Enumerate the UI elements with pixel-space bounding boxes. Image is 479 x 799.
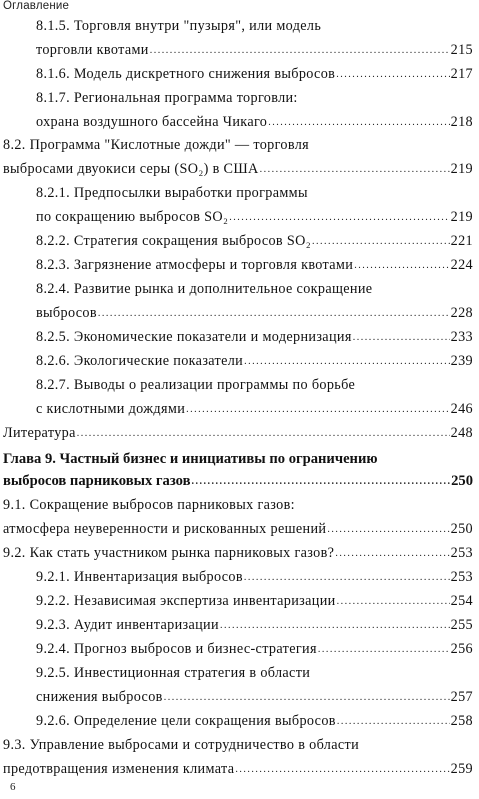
toc-entry-title: 9.3. Управление выбросами и сотрудничество в области	[3, 737, 360, 753]
toc-page-number: 224	[450, 257, 473, 273]
dot-leader	[354, 257, 449, 275]
toc-entry-title: охрана воздушного бассейна Чикаго	[36, 114, 268, 130]
dot-leader	[98, 305, 450, 323]
toc-entry[interactable]	[3, 544, 473, 564]
toc-page-number: 254	[450, 593, 473, 609]
toc-entry-title: 8.1.5. Торговля внутри "пузыря", или модель	[36, 18, 322, 34]
dot-leader	[244, 353, 450, 371]
toc-entry-title: 8.2.6. Экологические показатели	[36, 353, 244, 369]
toc-entry-continued	[36, 664, 310, 682]
dot-leader	[337, 713, 450, 731]
toc-entry-title: 9.2.4. Прогноз выбросов и бизнес-стратегия	[36, 641, 317, 657]
toc-entry[interactable]	[36, 616, 473, 636]
toc-entry-title: Литература	[3, 425, 76, 441]
toc-entry-title: 8.1.6. Модель дискретного снижения выбросов	[36, 66, 336, 82]
toc-entry-continued	[36, 89, 298, 107]
toc-page-number: 218	[450, 114, 473, 130]
dot-leader	[327, 521, 449, 539]
dot-leader	[312, 233, 450, 251]
toc-entry-title: по сокращению выбросов SO₂	[36, 209, 229, 225]
toc-entry[interactable]	[36, 113, 473, 133]
toc-page-number: 258	[450, 713, 473, 729]
dot-leader	[164, 689, 450, 707]
toc-entry-title: 8.2.1. Предпосылки выработки программы	[36, 185, 308, 201]
dot-leader	[337, 593, 450, 611]
toc-entry[interactable]	[3, 424, 473, 444]
toc-entry-title: 9.2.6. Определение цели сокращения выбросов	[36, 713, 336, 729]
toc-page-number: 259	[450, 761, 473, 777]
toc-entry-title: 9.2.3. Аудит инвентаризации	[36, 617, 219, 633]
toc-page-number: 233	[450, 329, 473, 345]
toc-entry[interactable]	[36, 208, 473, 228]
toc-entry[interactable]	[3, 520, 473, 540]
toc-entry-title: 8.2. Программа "Кислотные дожди" — торговля	[3, 137, 310, 153]
toc-entry-title: выбросами двуокиси серы (SO₂) в США	[3, 161, 259, 177]
toc-page-number: 248	[450, 425, 473, 441]
toc-page-number: 253	[450, 545, 473, 561]
toc-entry-title: 8.2.7. Выводы о реализации программы по борьбе	[36, 377, 356, 393]
toc-page-number: 256	[450, 641, 473, 657]
toc-entry-title: 8.2.4. Развитие рынка и дополнительное сокращение	[36, 281, 373, 297]
toc-entry-title: с кислотными дождями	[36, 401, 186, 417]
toc-entry-title: 9.2.2. Независимая экспертиза инвентаризации	[36, 593, 336, 609]
dot-leader	[229, 209, 449, 227]
toc-page-number: 250	[450, 521, 473, 537]
toc-page-number: 219	[450, 209, 473, 225]
toc-entry-title: 8.2.3. Загрязнение атмосферы и торговля квотами	[36, 257, 354, 273]
dot-leader	[260, 161, 450, 179]
toc-page-number: 246	[450, 401, 473, 417]
dot-leader	[220, 617, 450, 635]
dot-leader	[191, 473, 450, 491]
dot-leader	[353, 329, 450, 347]
dot-leader	[77, 425, 450, 443]
toc-entry-continued	[36, 17, 321, 35]
toc-entry[interactable]	[36, 304, 473, 324]
toc-entry-title: 9.2.5. Инвестиционная стратегия в области	[36, 665, 311, 681]
toc-page-number: 215	[450, 42, 473, 58]
toc-entry-continued	[36, 184, 308, 202]
toc-page-number: 239	[450, 353, 473, 369]
toc-entry[interactable]	[36, 640, 473, 660]
toc-entry[interactable]	[36, 688, 473, 708]
dot-leader	[336, 66, 449, 84]
dot-leader	[186, 401, 450, 419]
toc-entry-continued	[3, 496, 295, 514]
toc-entry[interactable]	[36, 256, 473, 276]
toc-entry-title: торговли квотами	[36, 42, 149, 58]
toc-entry-continued	[36, 376, 355, 394]
toc-entry[interactable]	[36, 400, 473, 420]
toc-entry-title: предотвращения изменения климата	[3, 761, 235, 777]
toc-entry-title: атмосфера неуверенности и рискованных решений	[3, 521, 327, 537]
toc-page-number: 253	[450, 569, 473, 585]
toc-entry-title: выбросов парниковых газов	[3, 473, 191, 489]
toc-page-number: 228	[450, 305, 473, 321]
toc-entry-title: 8.2.5. Экономические показатели и модернизация	[36, 329, 352, 345]
dot-leader	[268, 114, 449, 132]
toc-entry[interactable]	[36, 568, 473, 588]
toc-entry-continued	[3, 136, 309, 154]
toc-entry-title: выбросов	[36, 305, 97, 321]
toc-entry-continued	[3, 450, 378, 468]
toc-entry-title: 8.1.7. Региональная программа торговли:	[36, 90, 298, 106]
toc-entry[interactable]	[3, 472, 473, 492]
toc-page-number: 219	[450, 161, 473, 177]
dot-leader	[244, 569, 450, 587]
toc-entry[interactable]	[36, 328, 473, 348]
toc-page-number: 221	[450, 233, 473, 249]
toc-entry[interactable]	[36, 65, 473, 85]
page-number: 6	[10, 781, 16, 793]
dot-leader	[235, 761, 449, 779]
page-header: Оглавление	[3, 0, 70, 12]
toc-entry-title: 9.1. Сокращение выбросов парниковых газов:	[3, 497, 295, 513]
toc-page-number: 250	[451, 473, 473, 489]
toc-entry-continued	[36, 280, 372, 298]
toc-entry[interactable]	[3, 160, 473, 180]
toc-entry-title: Глава 9. Частный бизнес и инициативы по ограничению	[3, 451, 378, 467]
dot-leader	[150, 42, 450, 60]
toc-entry[interactable]	[36, 232, 473, 252]
toc-entry[interactable]	[36, 352, 473, 372]
toc-entry-title: 8.2.2. Стратегия сокращения выбросов SO₂	[36, 233, 311, 249]
dot-leader	[335, 545, 449, 563]
toc-page-number: 257	[450, 689, 473, 705]
toc-entry[interactable]	[3, 760, 473, 780]
toc-entry-title: 9.2.1. Инвентаризация выбросов	[36, 569, 243, 585]
toc-page-number: 255	[450, 617, 473, 633]
toc-entry-title: 9.2. Как стать участником рынка парниковых газов?	[3, 545, 335, 561]
toc-entry-title: снижения выбросов	[36, 689, 163, 705]
toc-entry[interactable]	[36, 712, 473, 732]
toc-entry-continued	[3, 736, 359, 754]
toc-entry[interactable]	[36, 41, 473, 61]
dot-leader	[318, 641, 450, 659]
toc-page-number: 217	[450, 66, 473, 82]
toc-entry[interactable]	[36, 592, 473, 612]
